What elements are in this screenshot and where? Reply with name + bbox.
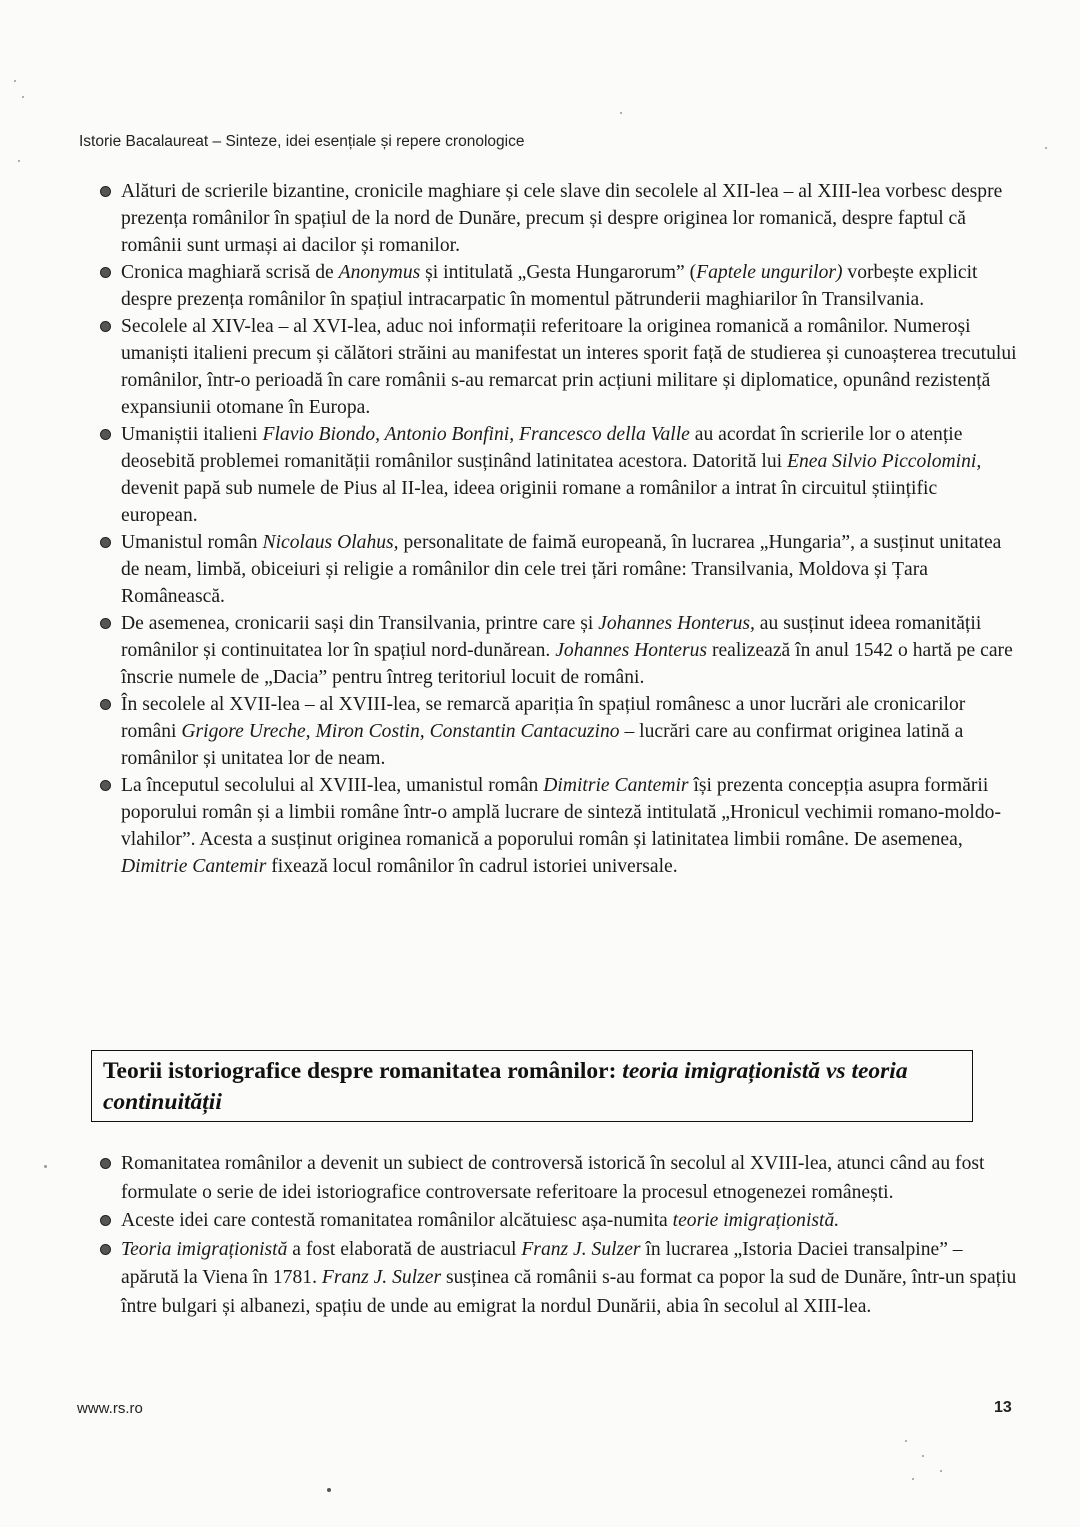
italic-text: Teoria imigraționistă: [121, 1238, 288, 1260]
page-number: 13: [994, 1399, 1012, 1416]
section-heading-italic: teoria imigraționistă vs teoria continuității: [103, 1058, 908, 1115]
italic-text: Dimitrie Cantemir: [543, 775, 689, 796]
bullet-dot-icon: [100, 618, 111, 629]
italic-text: Johannes Honterus,: [598, 613, 755, 634]
scan-speck: [44, 1165, 47, 1168]
scan-speck: [905, 1440, 907, 1442]
bullet-item: [100, 691, 1018, 772]
scan-speck: [327, 1488, 331, 1492]
bullet-dot-icon: [100, 780, 111, 791]
italic-text: Grigore Ureche, Miron Costin, Constantin Cantacuzino: [181, 721, 620, 742]
bullet-text: au acordat în scrierile lor o atenție deosebită problemei romanității românilor susținând latinitatea acestora. Datorită lui: [121, 424, 963, 472]
italic-text: teorie imigraționistă.: [672, 1210, 840, 1231]
bullet-item: [100, 421, 1018, 529]
bullet-text: De asemenea, cronicarii sași din Transilvania, printre care și: [121, 613, 599, 634]
bullet-dot-icon: [100, 1158, 111, 1169]
italic-text: Anonymus: [338, 262, 421, 283]
scan-speck: [1045, 147, 1047, 149]
section-heading-bold: Teorii istoriografice despre romanitatea românilor:: [103, 1058, 623, 1084]
italic-text: Dimitrie Cantemir: [121, 856, 267, 877]
bullet-text: Cronica maghiară scrisă de: [121, 262, 339, 283]
italic-text: Franz J. Sulzer: [521, 1238, 641, 1260]
bullet-item: [100, 1207, 1018, 1236]
italic-text: Franz J. Sulzer: [321, 1267, 442, 1288]
bullet-text: vorbește explicit despre prezența românilor în spațiul intracarpatic în momentul pătrunderii maghiarilor în Transilvania.: [121, 262, 978, 310]
bullet-dot-icon: [100, 1244, 111, 1255]
bullet-text: susținea că românii s-au format ca popor la sud de Dunăre, într-un spațiu între bulgari și albanezi, spațiu de unde au emigrat la nordul Dunării, abia în secolul al XIII-lea.: [121, 1267, 1017, 1317]
bullet-dot-icon: [100, 321, 111, 332]
footer-website: www.rs.ro: [77, 1400, 143, 1417]
bullet-dot-icon: [100, 267, 111, 278]
bullet-item: [100, 610, 1018, 691]
bullet-text: fixează locul românilor în cadrul istoriei universale.: [266, 856, 678, 877]
bullet-text: Umanistul român: [121, 532, 263, 553]
bullet-text: personalitate de faimă europeană, în lucrarea „Hungaria”, a susținut unitatea de neam, limbă, obiceiuri și religie a românilor din cele trei țări române: Transilvania, Moldova și Țara Românească.: [121, 532, 1002, 607]
italic-text: Flavio Biondo, Antonio Bonfini, Francesco della Valle: [262, 424, 690, 445]
bullet-text: În secolele al XVII-lea – al XVIII-lea, se remarcă apariția în spațiul românesc a unor lucrări ale cronicarilor români: [121, 694, 966, 742]
bullet-item: [100, 529, 1018, 610]
bullet-dot-icon: [100, 537, 111, 548]
bullet-text: Romanitatea românilor a devenit un subiect de controversă istorică în secolul al XVIII-lea, atunci când au fost formulate o serie de idei istoriografice controversate referitoare la procesul etnogenezei românești.: [121, 1153, 985, 1203]
bullet-text: a fost elaborată de austriacul: [287, 1238, 522, 1260]
bullet-text: își prezenta concepția asupra formării poporului român și a limbii române într-o amplă lucrare de sinteză intitulată „Hronicul vechimii romano-moldo-vlahilor”. Acesta a susținut originea romanică a poporului român și latinitatea limbii române. De asemenea,: [121, 775, 1001, 850]
bullet-text: – lucrări care au confirmat originea latină a românilor și unitatea lor de neam.: [121, 721, 964, 769]
bullet-dot-icon: [100, 429, 111, 440]
bullet-item: [100, 313, 1018, 421]
italic-text: Johannes Honterus: [555, 640, 708, 661]
bullet-list-origins: [100, 178, 1018, 880]
scan-speck: [22, 96, 24, 98]
bullet-item: [100, 1236, 1018, 1322]
bullet-item: [100, 1150, 1018, 1207]
italic-text: Faptele ungurilor): [696, 262, 843, 283]
scan-speck: [14, 80, 16, 82]
bullet-dot-icon: [100, 1215, 111, 1226]
scan-speck: [912, 1478, 914, 1480]
bullet-text: și intitulată „Gesta Hungarorum” (: [420, 262, 697, 283]
section-heading: [103, 1056, 963, 1118]
bullet-text: Umaniștii italieni: [121, 424, 263, 445]
bullet-text: Aceste idei care contestă romanitatea românilor alcătuiesc așa-numita: [121, 1210, 673, 1231]
scan-speck: [922, 1455, 924, 1457]
bullet-list-theories: [100, 1150, 1018, 1321]
bullet-text: în lucrarea „Istoria Daciei transalpine” – apărută la Viena în 1781.: [121, 1238, 963, 1288]
italic-text: Nicolaus Olahus,: [262, 532, 399, 553]
bullet-text: La începutul secolului al XVIII-lea, umanistul român: [121, 775, 544, 796]
bullet-item: [100, 772, 1018, 880]
bullet-text: au susținut ideea romanității românilor și continuitatea lor în spațiul nord-dunărean.: [121, 613, 982, 661]
bullet-dot-icon: [100, 186, 111, 197]
bullet-text: Secolele al XIV-lea – al XVI-lea, aduc noi informații referitoare la originea romanică a românilor. Numeroși umaniști italieni precum și călători străini au manifestat un interes sporit față de studierea și cunoașterea trecutului românilor, într-o perioadă în care românii s-au remarcat prin acțiuni militare și diplomatice, opunând rezistență expansiunii otomane în Europa.: [121, 316, 1017, 418]
running-header: Istorie Bacalaureat – Sinteze, idei esențiale și repere cronologice: [79, 133, 525, 150]
bullet-item: [100, 178, 1018, 259]
bullet-text: devenit papă sub numele de Pius al II-lea, ideea originii romane a românilor a intrat în circuitul științific european.: [121, 478, 938, 526]
bullet-dot-icon: [100, 699, 111, 710]
italic-text: Enea Silvio Piccolomini,: [786, 451, 982, 472]
bullet-text: realizează în anul 1542 o hartă pe care înscrie numele de „Dacia” pentru întreg teritoriul locuit de români.: [121, 640, 1013, 688]
scan-speck: [620, 112, 622, 114]
bullet-item: [100, 259, 1018, 313]
scan-speck: [18, 160, 20, 162]
bullet-text: Alături de scrierile bizantine, cronicile maghiare și cele slave din secolele al XII-lea – al XIII-lea vorbesc despre prezența românilor în spațiul de la nord de Dunăre, precum și despre originea lor romanică, despre faptul că românii sunt urmași ai dacilor și romanilor.: [121, 181, 1003, 256]
scan-speck: [940, 1470, 942, 1472]
